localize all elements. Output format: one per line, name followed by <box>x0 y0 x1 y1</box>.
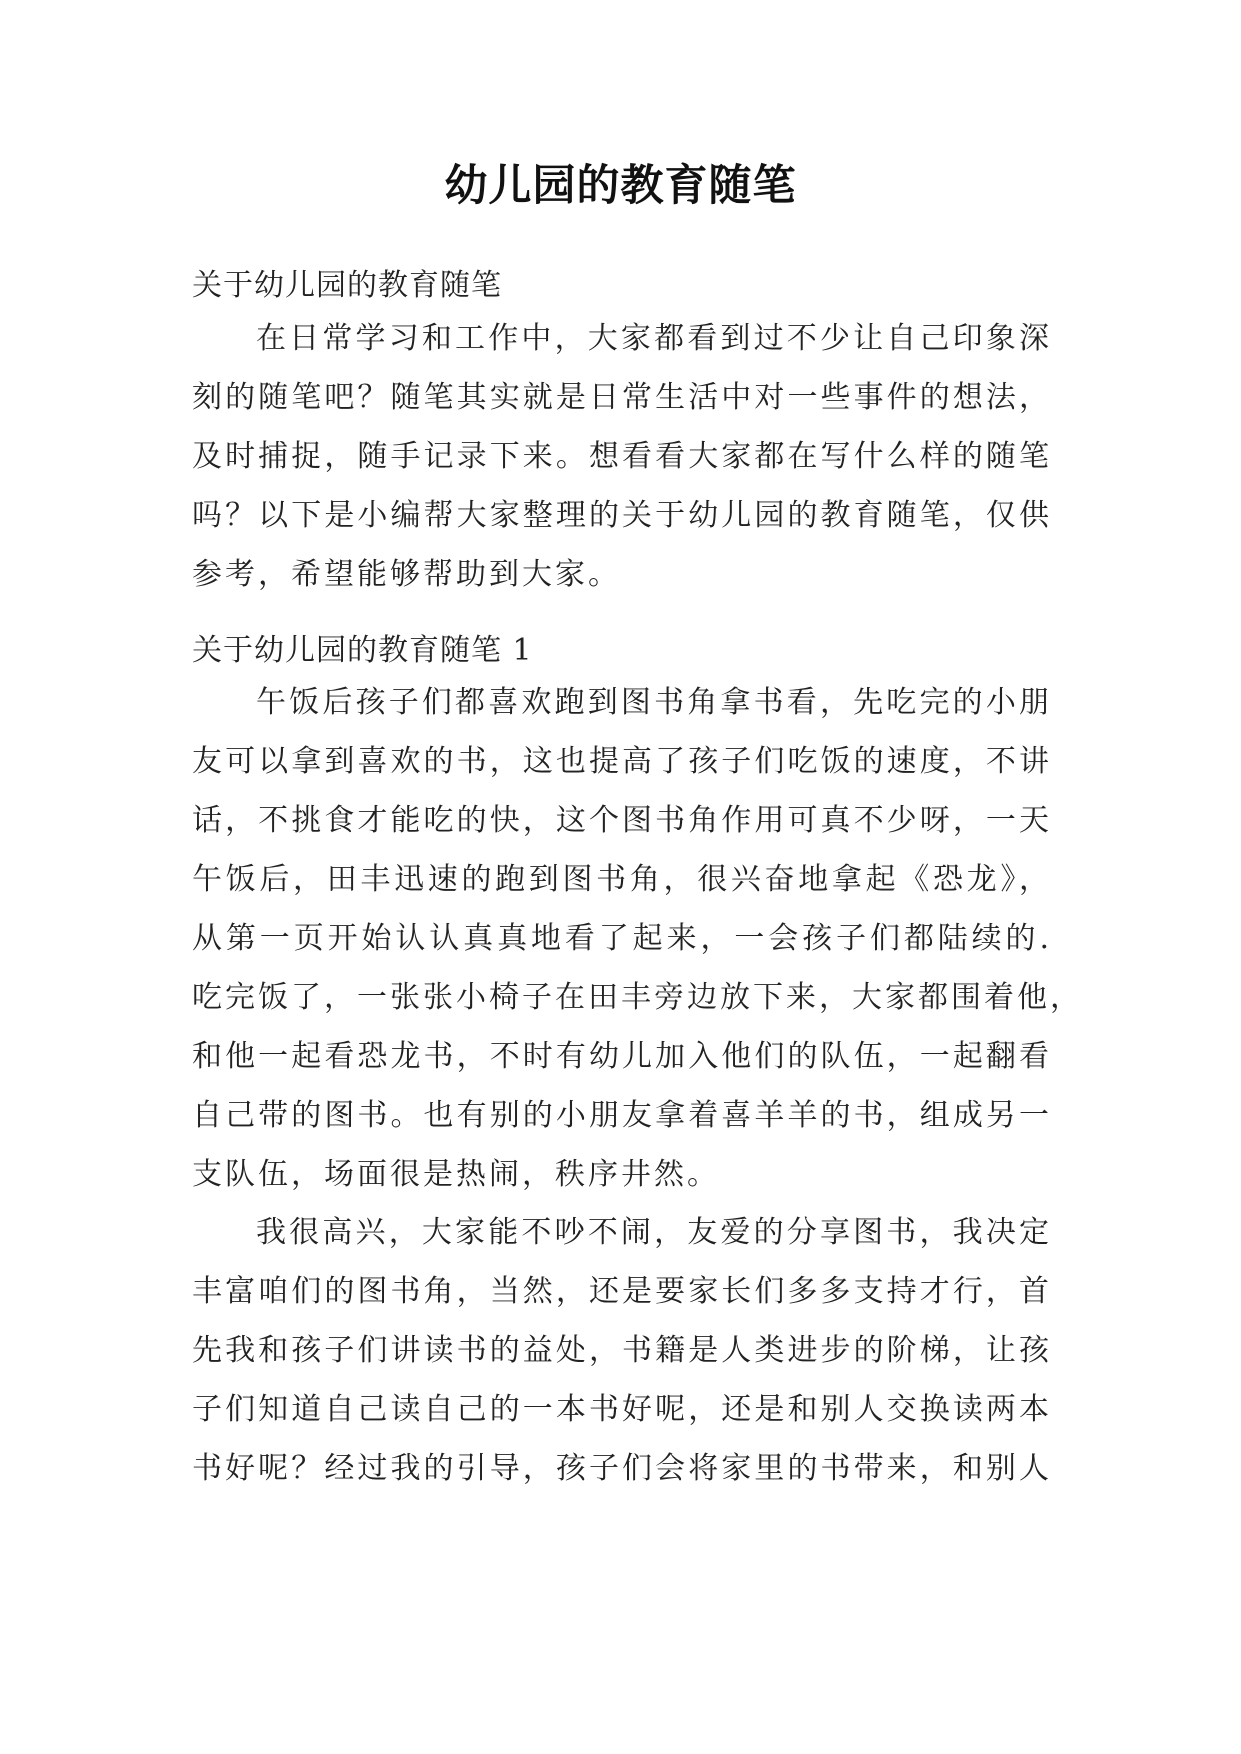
paragraph-line: 先我和孩子们讲读书的益处，书籍是人类进步的阶梯，让孩 <box>192 1333 1052 1368</box>
paragraph-line: 友可以拿到喜欢的书，这也提高了孩子们吃饭的速度，不讲 <box>192 744 1052 779</box>
intro-heading: 关于幼儿园的教育随笔 <box>192 268 502 303</box>
paragraph-line: 话，不挑食才能吃的快，这个图书角作用可真不少呀，一天 <box>192 803 1052 838</box>
section1-heading: 关于幼儿园的教育随笔 1 <box>192 633 533 668</box>
paragraph-line: 在日常学习和工作中，大家都看到过不少让自己印象深 <box>256 321 1052 356</box>
paragraph-line: 午饭后孩子们都喜欢跑到图书角拿书看，先吃完的小朋 <box>256 685 1052 720</box>
paragraph-line: 书好呢？经过我的引导，孩子们会将家里的书带来，和别人 <box>192 1451 1052 1486</box>
paragraph-line: 吗？以下是小编帮大家整理的关于幼儿园的教育随笔，仅供 <box>192 498 1052 533</box>
paragraph-line: 午饭后，田丰迅速的跑到图书角，很兴奋地拿起《恐龙》， <box>192 862 1052 897</box>
paragraph-line: 自己带的图书。也有别的小朋友拿着喜羊羊的书，组成另一 <box>192 1098 1052 1133</box>
paragraph-line: 刻的随笔吧？随笔其实就是日常生活中对一些事件的想法， <box>192 380 1052 415</box>
intro-paragraph <box>192 309 1052 604</box>
paragraph-line: 和他一起看恐龙书，不时有幼儿加入他们的队伍，一起翻看 <box>192 1039 1052 1074</box>
paragraph-line: 我很高兴，大家能不吵不闹，友爱的分享图书，我决定 <box>256 1215 1052 1250</box>
paragraph-line: 吃完饭了，一张张小椅子在田丰旁边放下来，大家都围着他， <box>192 980 1083 1015</box>
paragraph-line: 从第一页开始认认真真地看了起来，一会孩子们都陆续的. <box>192 921 1052 956</box>
section1-paragraph-1 <box>192 673 1083 1204</box>
section1-paragraph-2 <box>192 1203 1052 1498</box>
document-title: 幼儿园的教育随笔 <box>444 161 797 211</box>
paragraph-line: 支队伍，场面很是热闹，秩序井然。 <box>192 1157 720 1192</box>
paragraph-line: 参考，希望能够帮助到大家。 <box>192 557 621 592</box>
paragraph-line: 子们知道自己读自己的一本书好呢，还是和别人交换读两本 <box>192 1392 1052 1427</box>
paragraph-line: 丰富咱们的图书角，当然，还是要家长们多多支持才行，首 <box>192 1274 1052 1309</box>
paragraph-line: 及时捕捉，随手记录下来。想看看大家都在写什么样的随笔 <box>192 439 1052 474</box>
